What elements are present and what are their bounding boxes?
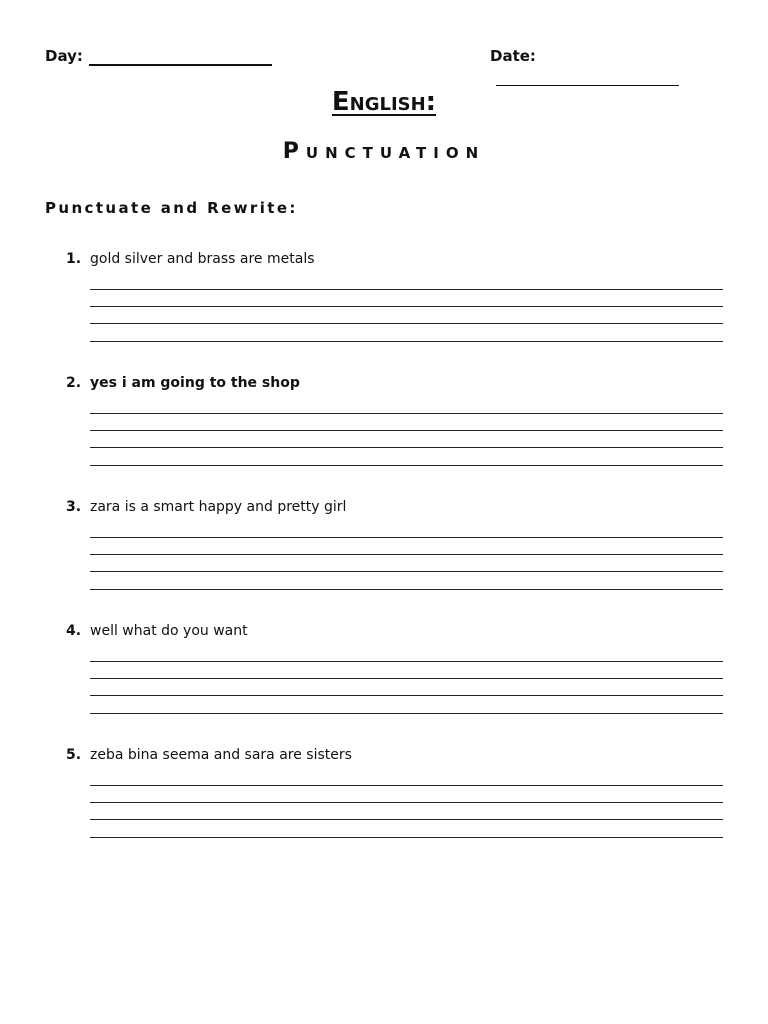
question-text: yes i am going to the shop	[90, 375, 300, 391]
question-number: 2.	[66, 375, 82, 391]
answer-line[interactable]	[90, 323, 723, 324]
date-blank-line[interactable]	[496, 69, 679, 86]
answer-line[interactable]	[90, 571, 723, 572]
answer-line[interactable]	[90, 447, 723, 448]
answer-line[interactable]	[90, 306, 723, 307]
answer-line[interactable]	[90, 341, 723, 342]
answer-line[interactable]	[90, 837, 723, 838]
question-text: zeba bina seema and sara are sisters	[90, 747, 352, 763]
question-text: well what do you want	[90, 623, 248, 639]
day-label: Day:	[45, 47, 83, 65]
question-text: gold silver and brass are metals	[90, 251, 315, 267]
answer-line[interactable]	[90, 785, 723, 786]
question-number: 5.	[66, 747, 82, 763]
answer-line[interactable]	[90, 537, 723, 538]
day-field[interactable]	[45, 46, 272, 66]
date-field[interactable]	[490, 46, 723, 86]
answer-line[interactable]	[90, 661, 723, 662]
day-blank-line[interactable]	[89, 48, 272, 66]
answer-line[interactable]	[90, 713, 723, 714]
date-label: Date:	[490, 47, 536, 65]
answer-line[interactable]	[90, 289, 723, 290]
answer-line[interactable]	[90, 695, 723, 696]
answer-line[interactable]	[90, 413, 723, 414]
header-row	[45, 46, 723, 68]
question-number: 1.	[66, 251, 82, 267]
page-title	[0, 86, 768, 118]
answer-line[interactable]	[90, 589, 723, 590]
answer-line[interactable]	[90, 802, 723, 803]
answer-line[interactable]	[90, 554, 723, 555]
answer-line[interactable]	[90, 430, 723, 431]
answer-line[interactable]	[90, 678, 723, 679]
page-subtitle: Punctuation	[282, 139, 486, 164]
page-title-text: English:	[331, 87, 437, 117]
answer-line[interactable]	[90, 465, 723, 466]
question-number: 3.	[66, 499, 82, 515]
instructions-heading: Punctuate and Rewrite:	[45, 199, 298, 217]
question-text: zara is a smart happy and pretty girl	[90, 499, 347, 515]
answer-line[interactable]	[90, 819, 723, 820]
question-number: 4.	[66, 623, 82, 639]
